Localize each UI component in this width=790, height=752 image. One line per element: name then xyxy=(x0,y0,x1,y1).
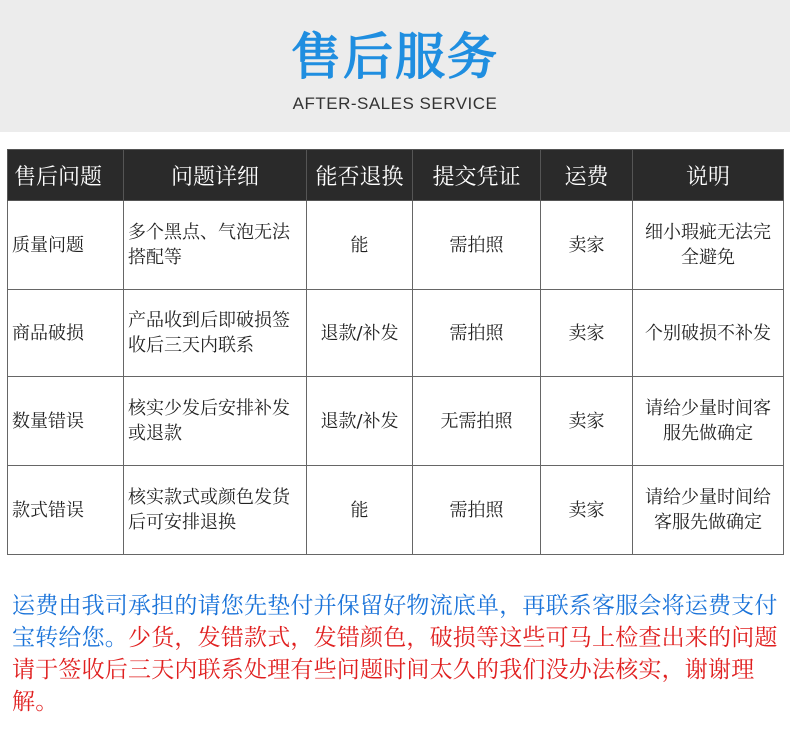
cell-issue: 质量问题 xyxy=(8,201,124,290)
cell-returnable: 退款/补发 xyxy=(307,377,413,466)
cell-shipping: 卖家 xyxy=(541,290,633,377)
cell-detail: 产品收到后即破损签收后三天内联系 xyxy=(124,290,307,377)
page-title: 售后服务 xyxy=(291,28,499,86)
column-header-proof: 提交凭证 xyxy=(413,150,541,201)
cell-proof: 无需拍照 xyxy=(413,377,541,466)
table-row xyxy=(8,377,784,466)
cell-detail: 核实少发后安排补发或退款 xyxy=(124,377,307,466)
column-header-returnable: 能否退换 xyxy=(307,150,413,201)
table-row xyxy=(8,201,784,290)
cell-issue: 款式错误 xyxy=(8,466,124,555)
after-sales-table xyxy=(7,149,784,555)
note-blue-text: 运费由我司承担的请您先垫付并保留好物流底单，再联系客服会将运费支付宝转给您。 xyxy=(12,593,778,651)
shipping-note xyxy=(12,590,782,718)
cell-detail: 多个黑点、气泡无法搭配等 xyxy=(124,201,307,290)
cell-shipping: 卖家 xyxy=(541,466,633,555)
cell-issue: 数量错误 xyxy=(8,377,124,466)
cell-issue: 商品破损 xyxy=(8,290,124,377)
table-row xyxy=(8,466,784,555)
cell-shipping: 卖家 xyxy=(541,201,633,290)
page-subtitle: AFTER-SALES SERVICE xyxy=(292,94,498,113)
table-header-row xyxy=(8,150,784,201)
cell-detail: 核实款式或颜色发货后可安排退换 xyxy=(124,466,307,555)
cell-remarks: 个别破损不补发 xyxy=(633,290,784,377)
cell-remarks: 细小瑕疵无法完全避免 xyxy=(633,201,784,290)
note-red-text: 少货，发错款式，发错颜色，破损等这些可马上检查出来的问题请于签收后三天内联系处理有些问题时间太久的我们没办法核实，谢谢理解。 xyxy=(12,625,778,715)
cell-proof: 需拍照 xyxy=(413,290,541,377)
cell-returnable: 能 xyxy=(307,466,413,555)
column-header-shipping: 运费 xyxy=(541,150,633,201)
cell-proof: 需拍照 xyxy=(413,201,541,290)
column-header-detail: 问题详细 xyxy=(124,150,307,201)
column-header-issue: 售后问题 xyxy=(8,150,124,201)
cell-shipping: 卖家 xyxy=(541,377,633,466)
table-row xyxy=(8,290,784,377)
cell-remarks: 请给少量时间客服先做确定 xyxy=(633,377,784,466)
cell-proof: 需拍照 xyxy=(413,466,541,555)
header-banner xyxy=(0,0,790,132)
column-header-remarks: 说明 xyxy=(633,150,784,201)
cell-returnable: 能 xyxy=(307,201,413,290)
cell-remarks: 请给少量时间给客服先做确定 xyxy=(633,466,784,555)
cell-returnable: 退款/补发 xyxy=(307,290,413,377)
